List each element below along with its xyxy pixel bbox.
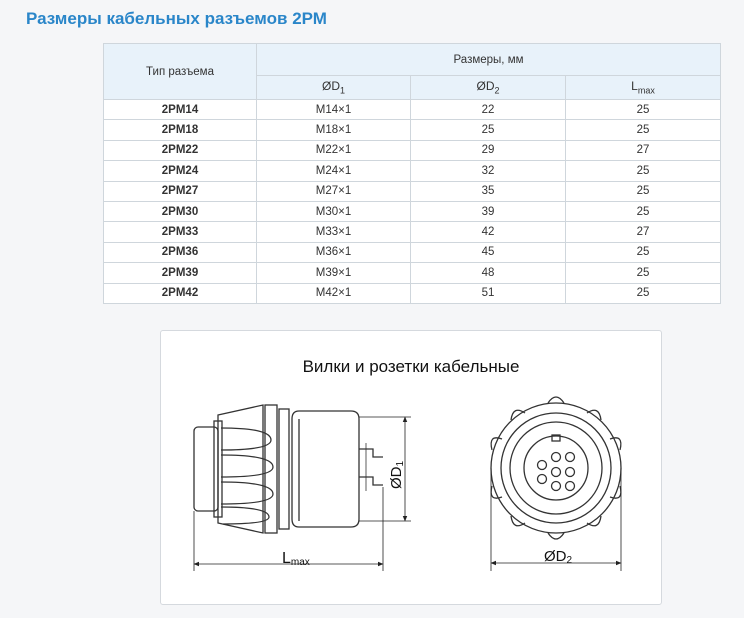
cell-d1: M14×1 xyxy=(257,100,411,120)
header-d1-base: ØD xyxy=(321,79,340,94)
header-connector-type: Тип разъема xyxy=(104,44,257,100)
cell-d1: M30×1 xyxy=(257,201,411,221)
table-row xyxy=(104,140,721,160)
page-title: Размеры кабельных разъемов 2РМ xyxy=(26,9,327,28)
header-lmax xyxy=(566,76,721,100)
side-view-drawing xyxy=(194,405,383,533)
header-lmax-base: L xyxy=(631,79,638,94)
cell-type: 2PM14 xyxy=(104,100,257,120)
table-row xyxy=(104,120,721,140)
cell-lmax: 25 xyxy=(566,201,721,221)
cell-type: 2PM33 xyxy=(104,222,257,242)
front-view-drawing xyxy=(491,397,621,539)
cell-lmax: 25 xyxy=(566,263,721,283)
cell-lmax: 25 xyxy=(566,283,721,303)
cell-d2: 48 xyxy=(411,263,566,283)
cell-d1: M24×1 xyxy=(257,161,411,181)
header-lmax-sub: max xyxy=(637,85,655,96)
cell-d1: M27×1 xyxy=(257,181,411,201)
header-d1-sub: 1 xyxy=(339,85,345,96)
cell-lmax: 25 xyxy=(566,161,721,181)
cell-d1: M18×1 xyxy=(257,120,411,140)
cell-type: 2PM30 xyxy=(104,201,257,221)
cell-d1: M33×1 xyxy=(257,222,411,242)
cell-d1: M39×1 xyxy=(257,263,411,283)
cell-type: 2PM24 xyxy=(104,161,257,181)
label-lmax: Lmax xyxy=(282,550,310,568)
table-row xyxy=(104,161,721,181)
cell-lmax: 25 xyxy=(566,100,721,120)
header-d1 xyxy=(257,76,411,100)
cell-type: 2PM42 xyxy=(104,283,257,303)
cell-d1: M42×1 xyxy=(257,283,411,303)
cell-lmax: 25 xyxy=(566,120,721,140)
header-dimensions-group: Размеры, мм xyxy=(257,44,721,76)
cell-type: 2PM36 xyxy=(104,242,257,262)
cell-d2: 22 xyxy=(411,100,566,120)
cell-type: 2PM27 xyxy=(104,181,257,201)
cell-d1: M22×1 xyxy=(257,140,411,160)
table-row xyxy=(104,201,721,221)
cell-type: 2PM18 xyxy=(104,120,257,140)
cell-d2: 35 xyxy=(411,181,566,201)
cell-type: 2PM39 xyxy=(104,263,257,283)
table-body xyxy=(104,100,721,304)
table-row xyxy=(104,242,721,262)
connector-drawing xyxy=(161,331,661,604)
cell-d2: 42 xyxy=(411,222,566,242)
cell-d1: M36×1 xyxy=(257,242,411,262)
table-row xyxy=(104,222,721,242)
header-d2-sub: 2 xyxy=(494,85,500,96)
dimensions-table xyxy=(103,43,721,304)
header-d2-base: ØD xyxy=(476,79,495,94)
cell-d2: 39 xyxy=(411,201,566,221)
cell-d2: 32 xyxy=(411,161,566,181)
cell-lmax: 27 xyxy=(566,140,721,160)
side-view-dimensions xyxy=(194,417,411,571)
cell-type: 2PM22 xyxy=(104,140,257,160)
diagram-title: Вилки и розетки кабельные xyxy=(302,357,520,376)
cell-d2: 29 xyxy=(411,140,566,160)
table-row xyxy=(104,181,721,201)
cell-d2: 51 xyxy=(411,283,566,303)
header-d2 xyxy=(411,76,566,100)
cell-lmax: 25 xyxy=(566,242,721,262)
cell-d2: 45 xyxy=(411,242,566,262)
cell-lmax: 27 xyxy=(566,222,721,242)
connector-diagram-panel xyxy=(160,330,662,605)
table-row xyxy=(104,263,721,283)
table-row xyxy=(104,283,721,303)
cell-d2: 25 xyxy=(411,120,566,140)
cell-lmax: 25 xyxy=(566,181,721,201)
label-d2: ØD2 xyxy=(544,548,573,566)
label-d1: ØD1 xyxy=(388,460,406,489)
table-row xyxy=(104,100,721,120)
